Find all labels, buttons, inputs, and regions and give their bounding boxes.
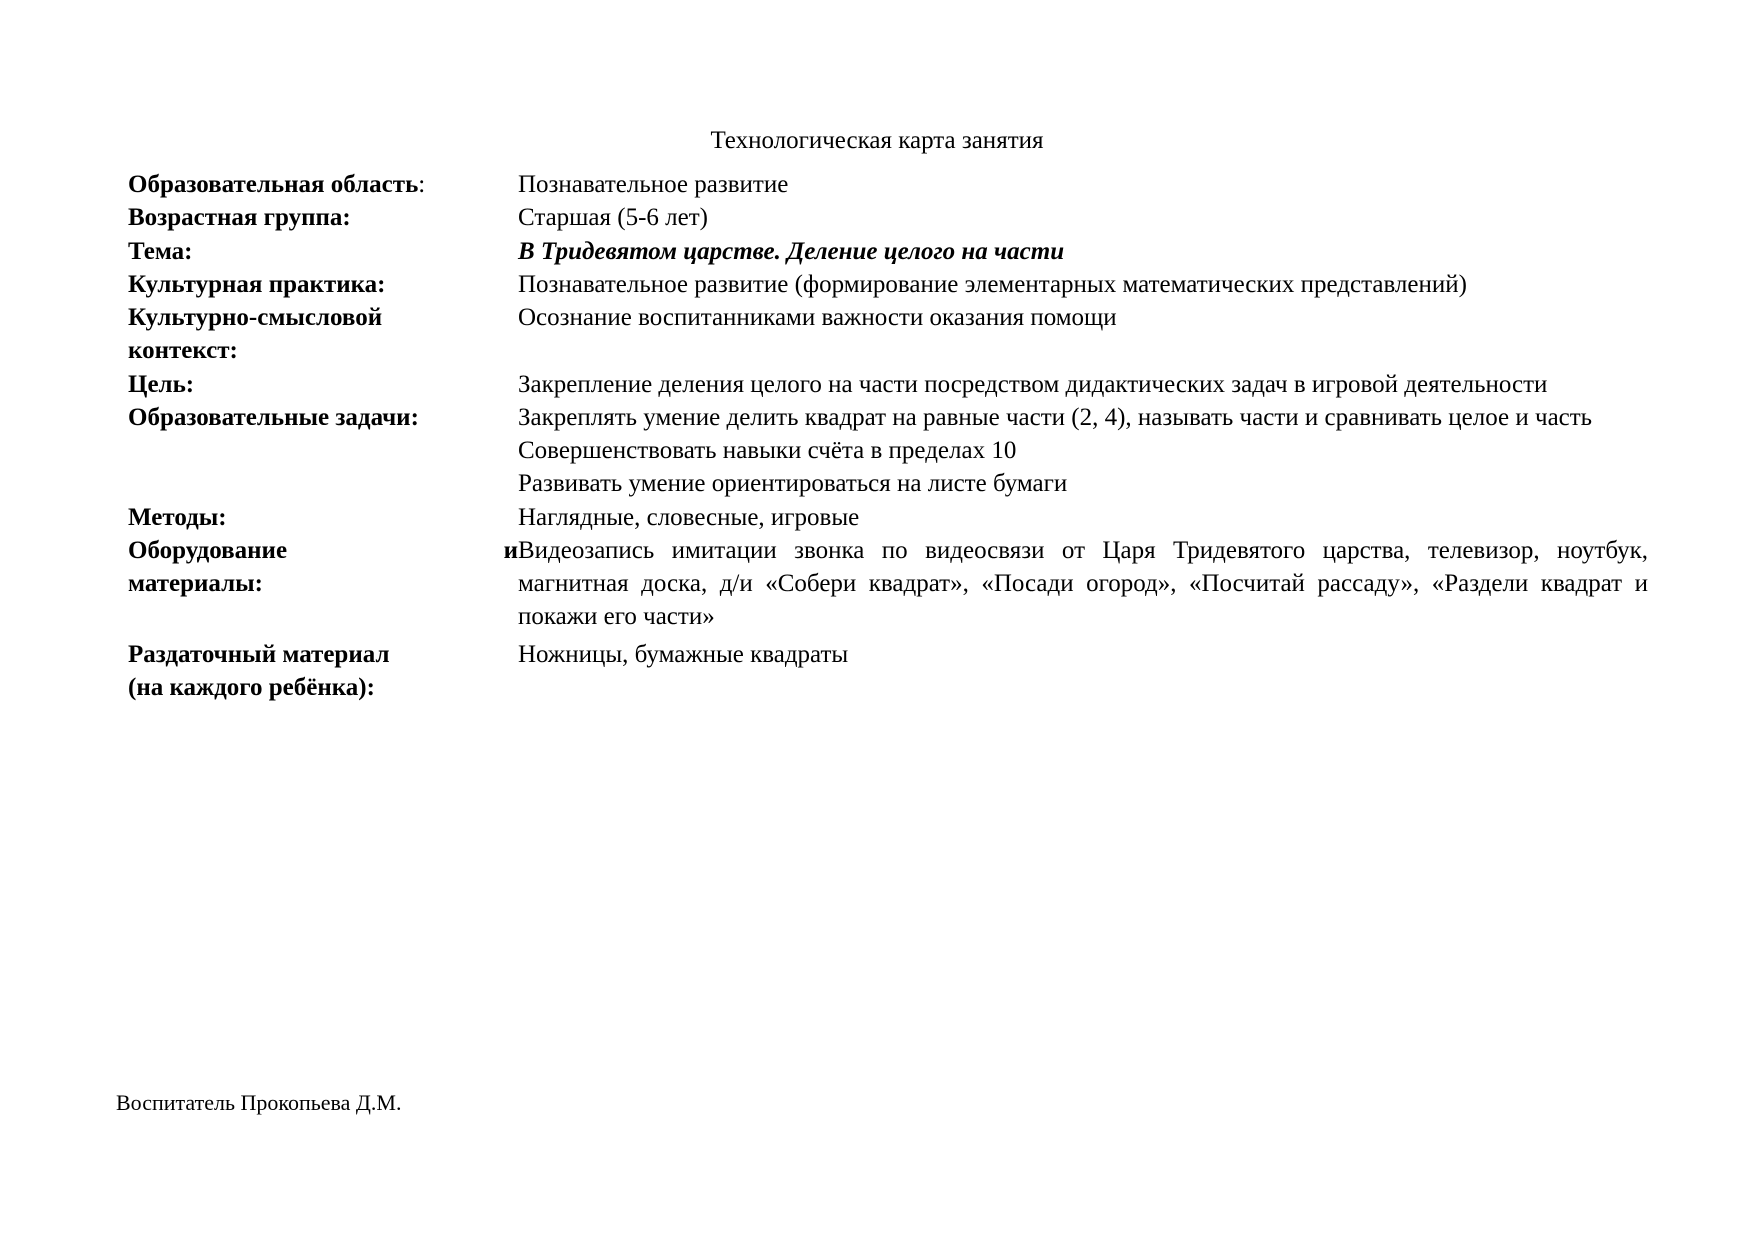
table-row: [128, 301, 1648, 368]
field-value-topic: В Тридевятом царстве. Деление целого на части: [518, 237, 1065, 265]
table-row: [128, 201, 1648, 234]
label-text-line2: (на каждого ребёнка):: [128, 673, 375, 701]
field-label-methods: Методы:: [128, 503, 227, 531]
field-value-educational-tasks: [518, 401, 1648, 501]
label-text-line1: Раздаточный материал: [128, 640, 390, 668]
table-row: [128, 168, 1648, 201]
table-row: [128, 268, 1648, 301]
label-text-line1: Оборудование и: [128, 536, 518, 564]
field-label-educational-tasks: Образовательные задачи:: [128, 403, 419, 431]
field-label-cultural-context: [128, 301, 518, 368]
table-row: [128, 235, 1648, 268]
table-row: [128, 368, 1648, 401]
table-row: [128, 638, 1648, 705]
field-label-topic: Тема:: [128, 237, 193, 265]
field-value-goal: Закрепление деления целого на части посредством дидактических задач в игровой деятельности: [518, 370, 1548, 398]
table-row: [128, 401, 1648, 501]
task-line: Развивать умение ориентироваться на листе бумаги: [518, 470, 1068, 498]
field-label-educational-area: [128, 168, 518, 201]
fields-table: [128, 168, 1648, 704]
task-line: Закреплять умение делить квадрат на равные части (2, 4), называть части и сравнивать целое и часть: [518, 403, 1593, 431]
label-text-line2: контекст:: [128, 337, 238, 365]
field-value-cultural-practice: Познавательное развитие (формирование элементарных математических представлений): [518, 270, 1467, 298]
field-label-equipment: [128, 534, 518, 634]
field-label-age-group: Возрастная группа:: [128, 204, 351, 232]
label-colon: :: [418, 171, 426, 198]
field-label-cultural-practice: Культурная практика:: [128, 270, 386, 298]
fields-container: [128, 168, 1648, 704]
label-text-line2: материалы:: [128, 570, 263, 597]
field-value-equipment: Видеозапись имитации звонка по видеосвязи от Царя Тридевятого царства, телевизор, ноутбук, магнитная доска, д/и «Собери квадрат», «Посади огород», «Посчитай рассаду», «Раздели квадрат и покажи его части»: [518, 536, 1648, 631]
table-row: [128, 534, 1648, 634]
field-value-cultural-context: Осознание воспитанниками важности оказания помощи: [518, 304, 1117, 331]
table-row: [128, 501, 1648, 534]
field-label-handout: [128, 638, 518, 705]
footer-author: Воспитатель Прокопьева Д.М.: [116, 1090, 402, 1115]
field-value-age-group: Старшая (5-6 лет): [518, 204, 708, 232]
field-value-handout: Ножницы, бумажные квадраты: [518, 640, 849, 668]
task-line: Совершенствовать навыки счёта в пределах 10: [518, 437, 1017, 464]
page-title: Технологическая карта занятия: [710, 127, 1044, 154]
label-text-line1: Культурно-смысловой: [128, 304, 383, 331]
label-text: Образовательная область: [128, 171, 419, 198]
field-label-goal: Цель:: [128, 370, 195, 398]
field-value-methods: Наглядные, словесные, игровые: [518, 503, 860, 531]
field-value-educational-area: Познавательное развитие: [518, 171, 789, 198]
